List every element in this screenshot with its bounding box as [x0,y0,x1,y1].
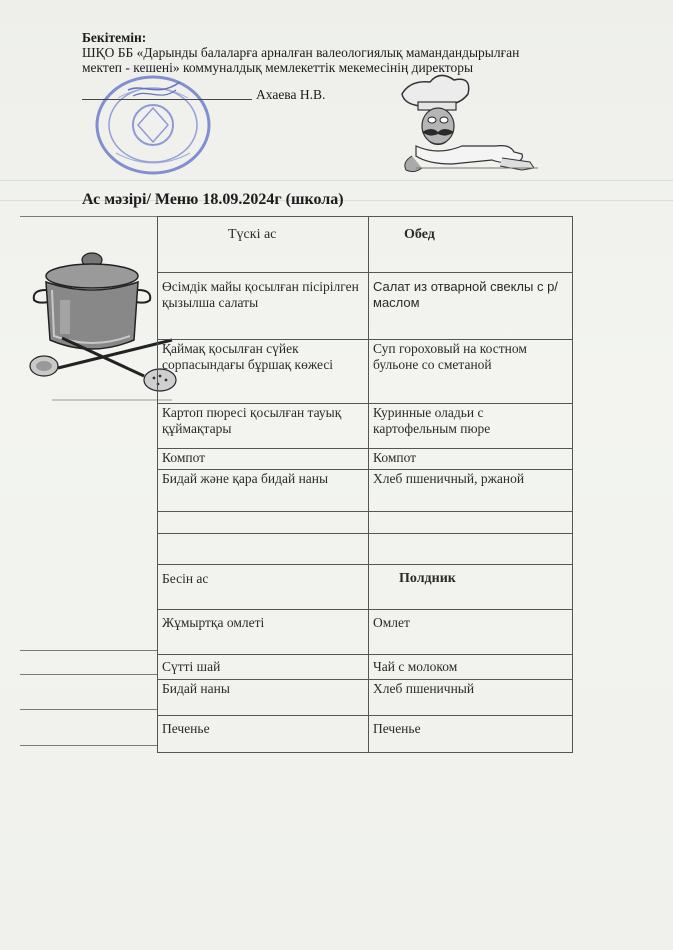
dish-kz: Сүтті шай [158,655,369,679]
table-row [157,680,573,716]
dish-ru: Хлеб пшеничный, ржаной [373,471,525,486]
table-row [157,404,573,449]
organization-line-1: ШҚО ББ «Дарынды балаларға арналған валеологиялық мамандандырылған [82,45,520,60]
dish-ru: Хлеб пшеничный [373,681,475,696]
dish-kz: Қаймақ қосылған сүйек сорпасындағы бұршақ көжесі [158,340,369,403]
dish-kz: Жұмыртқа омлеті [158,610,369,654]
table-row [157,655,573,680]
dish-ru: Печенье [373,721,421,736]
approval-label: Бекітемін: [82,30,147,45]
director-name: Ахаева Н.В. [256,87,326,102]
table-header-lunch [157,216,573,273]
organization-line-2: мектеп - кешені» коммуналдық мемлекеттік мекемесінің директоры [82,60,474,75]
table-header-afternoon [157,565,573,610]
table-extension-line [20,709,157,710]
dish-ru: Чай с молоком [373,659,458,674]
table-row [157,470,573,512]
table-row-empty [157,512,573,534]
dish-ru: Компот [373,450,417,465]
dish-kz: Картоп пюресі қосылған тауық құймақтары [158,404,369,448]
dish-kz: Компот [158,449,369,469]
afternoon-heading-kz: Бесін ас [158,565,369,609]
afternoon-heading-ru: Полдник [399,571,456,586]
page-title: Ас мәзірі/ Меню 18.09.2024г (школа) [82,191,344,208]
signature-line [82,98,252,100]
table-row [157,716,573,753]
table-extension-line [20,650,157,651]
official-stamp-icon [88,68,218,178]
table-row-empty [157,534,573,565]
menu-table [157,216,573,753]
chef-illustration-icon [392,72,542,182]
table-extension-line [20,745,157,746]
dish-ru: Омлет [373,615,410,630]
table-row [157,449,573,470]
table-row [157,610,573,655]
lunch-heading-kz: Түскі ас [158,217,369,272]
paper-fold [0,180,673,181]
lunch-heading-ru: Обед [404,227,435,242]
approval-header [82,30,642,75]
dish-ru: Суп гороховый на костном бульоне со сметаной [373,341,527,372]
table-row [157,273,573,340]
dish-kz: Өсімдік майы қосылған пісірілген қызылша салаты [158,273,369,339]
dish-ru: Салат из отварной свеклы с р/маслом [373,279,558,310]
table-extension-line [20,674,157,675]
dish-kz: Бидай және қара бидай наны [158,470,369,511]
dish-kz: Бидай наны [158,680,369,715]
dish-ru: Куринные оладьи с картофельным пюре [373,405,491,436]
table-row [157,340,573,404]
table-extension-line [20,216,157,217]
dish-kz: Печенье [158,716,369,752]
